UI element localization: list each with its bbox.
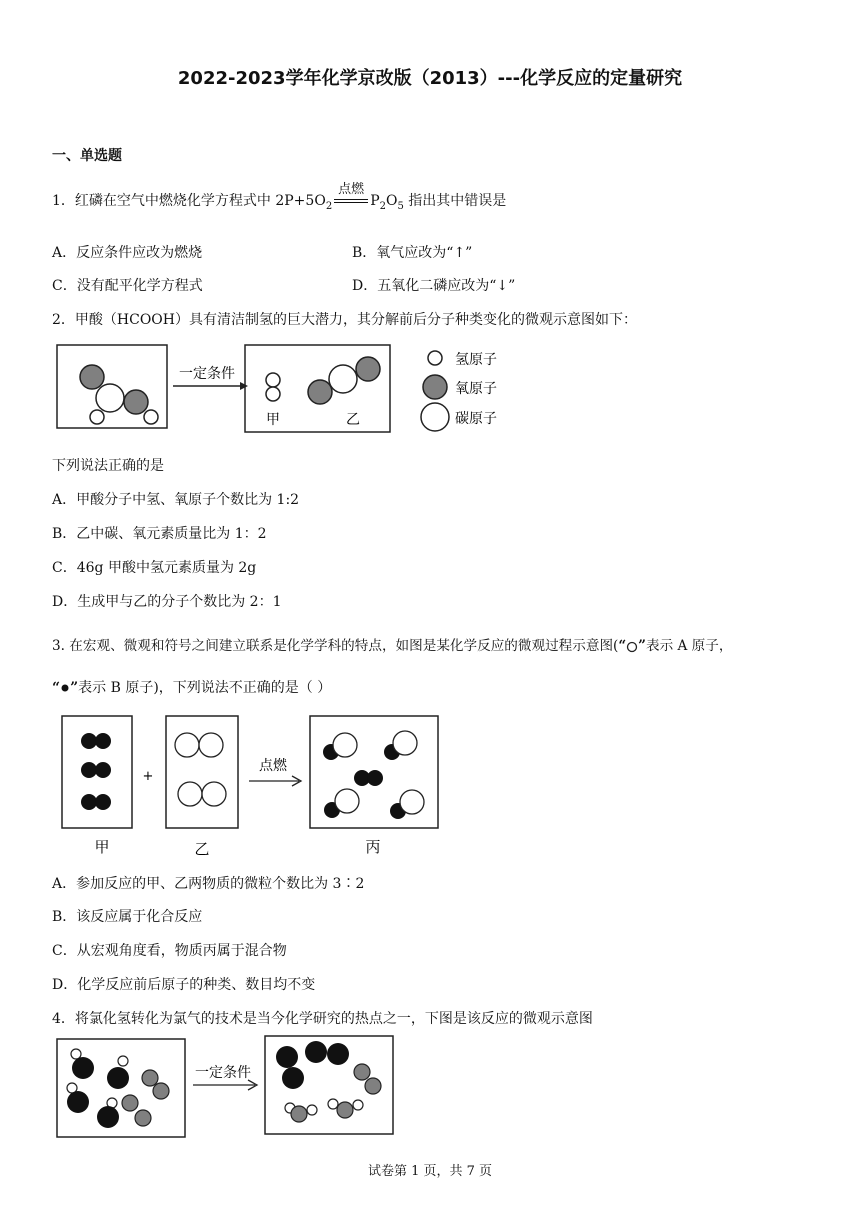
- atom-b: [81, 762, 97, 778]
- atom-a: [400, 790, 424, 814]
- legend-carbon-icon: [421, 403, 449, 431]
- atom-a: [199, 733, 223, 757]
- q3-option-b: B．该反应属于化合反应: [52, 909, 203, 925]
- oxygen-atom: [308, 380, 332, 404]
- oxygen-atom: [356, 357, 380, 381]
- legend-oxygen-icon: [423, 375, 447, 399]
- chlorine-atom: [72, 1057, 94, 1079]
- hydrogen-atom: [144, 410, 158, 424]
- atom-b: [95, 733, 111, 749]
- atom-b-icon: [60, 683, 70, 693]
- carbon-atom: [329, 365, 357, 393]
- q1-option-d: D．五氧化二磷应改为“↓”: [352, 278, 516, 294]
- hydrogen-atom: [90, 410, 104, 424]
- page-title: 2022-2023学年化学京改版（2013）---化学反应的定量研究: [177, 68, 683, 89]
- box-yi: [166, 716, 238, 828]
- label-jia: 甲: [266, 412, 280, 428]
- atom-b: [95, 794, 111, 810]
- reaction-condition-sign: 点燃: [334, 196, 368, 206]
- label-bing: 丙: [365, 838, 381, 856]
- q2-micro-diagram: [55, 340, 525, 440]
- chlorine-atom: [327, 1043, 349, 1065]
- q2-prompt: 下列说法正确的是: [52, 458, 164, 474]
- hydrogen-atom: [328, 1099, 338, 1109]
- hydrogen-atom: [118, 1056, 128, 1066]
- atom-b: [81, 794, 97, 810]
- atom-a-icon: [626, 641, 638, 653]
- q3-option-a: A．参加反应的甲、乙两物质的微粒个数比为 3∶2: [52, 876, 365, 892]
- q4-micro-diagram: [55, 1032, 405, 1142]
- atom-a: [333, 733, 357, 757]
- q2-option-d: D．生成甲与乙的分子个数比为 2：1: [52, 594, 282, 610]
- label-yi: 乙: [194, 840, 210, 858]
- q1-stem: 1．红磷在空气中燃烧化学方程式中 $2P+5O_2$ 点燃 $P_2O_5$ 指出其中错误是: [52, 182, 507, 212]
- atom-a: [202, 782, 226, 806]
- q3-option-d: D．化学反应前后原子的种类、数目均不变: [52, 977, 316, 993]
- legend-oxygen: 氧原子: [455, 381, 497, 397]
- oxygen-atom: [80, 365, 104, 389]
- hydrogen-atom: [71, 1049, 81, 1059]
- q3-stem-line2: “ ”表示 B 原子)，下列说法不正确的是（ ）: [52, 680, 332, 696]
- chlorine-atom: [67, 1091, 89, 1113]
- carbon-atom: [96, 384, 124, 412]
- q2-option-c: C．46g 甲酸中氢元素质量为 2g: [52, 560, 257, 576]
- q4-stem: 4．将氯化氢转化为氯气的技术是当今化学研究的热点之一，下图是该反应的微观示意图: [52, 1011, 593, 1027]
- q2-option-b: B．乙中碳、氧元素质量比为 1：2: [52, 526, 267, 542]
- section-heading: 一、单选题: [52, 148, 122, 164]
- oxygen-atom: [337, 1102, 353, 1118]
- oxygen-atom: [142, 1070, 158, 1086]
- q3-option-c: C．从宏观角度看，物质丙属于混合物: [52, 943, 287, 959]
- chlorine-atom: [305, 1041, 327, 1063]
- hydrogen-atom: [353, 1100, 363, 1110]
- hydrogen-atom: [266, 373, 280, 387]
- legend-hydrogen: 氢原子: [455, 352, 497, 368]
- q2-stem: 2．甲酸（HCOOH）具有清洁制氢的巨大潜力，其分解前后分子种类变化的微观示意图如下：: [52, 312, 637, 328]
- oxygen-atom: [365, 1078, 381, 1094]
- chlorine-atom: [282, 1067, 304, 1089]
- atom-a: [175, 733, 199, 757]
- oxygen-atom: [291, 1106, 307, 1122]
- atom-b: [367, 770, 383, 786]
- oxygen-atom: [135, 1110, 151, 1126]
- plus-sign: +: [142, 769, 154, 784]
- q3-micro-diagram: [55, 712, 455, 862]
- arrow-label: 一定条件: [179, 366, 235, 382]
- arrow-label: 点燃: [259, 758, 287, 774]
- label-yi: 乙: [346, 412, 360, 428]
- chlorine-atom: [276, 1046, 298, 1068]
- atom-b: [95, 762, 111, 778]
- chlorine-atom: [97, 1106, 119, 1128]
- q2-option-a: A．甲酸分子中氢、氧原子个数比为 1:2: [52, 492, 300, 508]
- atom-a: [335, 789, 359, 813]
- oxygen-atom: [124, 390, 148, 414]
- label-jia: 甲: [94, 838, 110, 856]
- q3-stem-line1: 3. 在宏观、微观和符号之间建立联系是化学学科的特点，如图是某化学反应的微观过程示意图(“ ”表示 A 原子，: [52, 638, 733, 654]
- arrow-label: 一定条件: [195, 1065, 251, 1081]
- atom-b: [81, 733, 97, 749]
- chlorine-atom: [107, 1067, 129, 1089]
- atom-a: [393, 731, 417, 755]
- legend-hydrogen-icon: [428, 351, 442, 365]
- hydrogen-atom: [266, 387, 280, 401]
- oxygen-atom: [153, 1083, 169, 1099]
- atom-a: [178, 782, 202, 806]
- oxygen-atom: [354, 1064, 370, 1080]
- page-footer: 试卷第 1 页，共 7 页: [367, 1164, 493, 1179]
- hydrogen-atom: [307, 1105, 317, 1115]
- q1-option-a: A．反应条件应改为燃烧: [52, 245, 203, 261]
- q1-option-b: B．氧气应改为“↑”: [352, 245, 473, 261]
- q1-option-c: C．没有配平化学方程式: [52, 278, 203, 294]
- oxygen-atom: [122, 1095, 138, 1111]
- legend-carbon: 碳原子: [455, 411, 497, 427]
